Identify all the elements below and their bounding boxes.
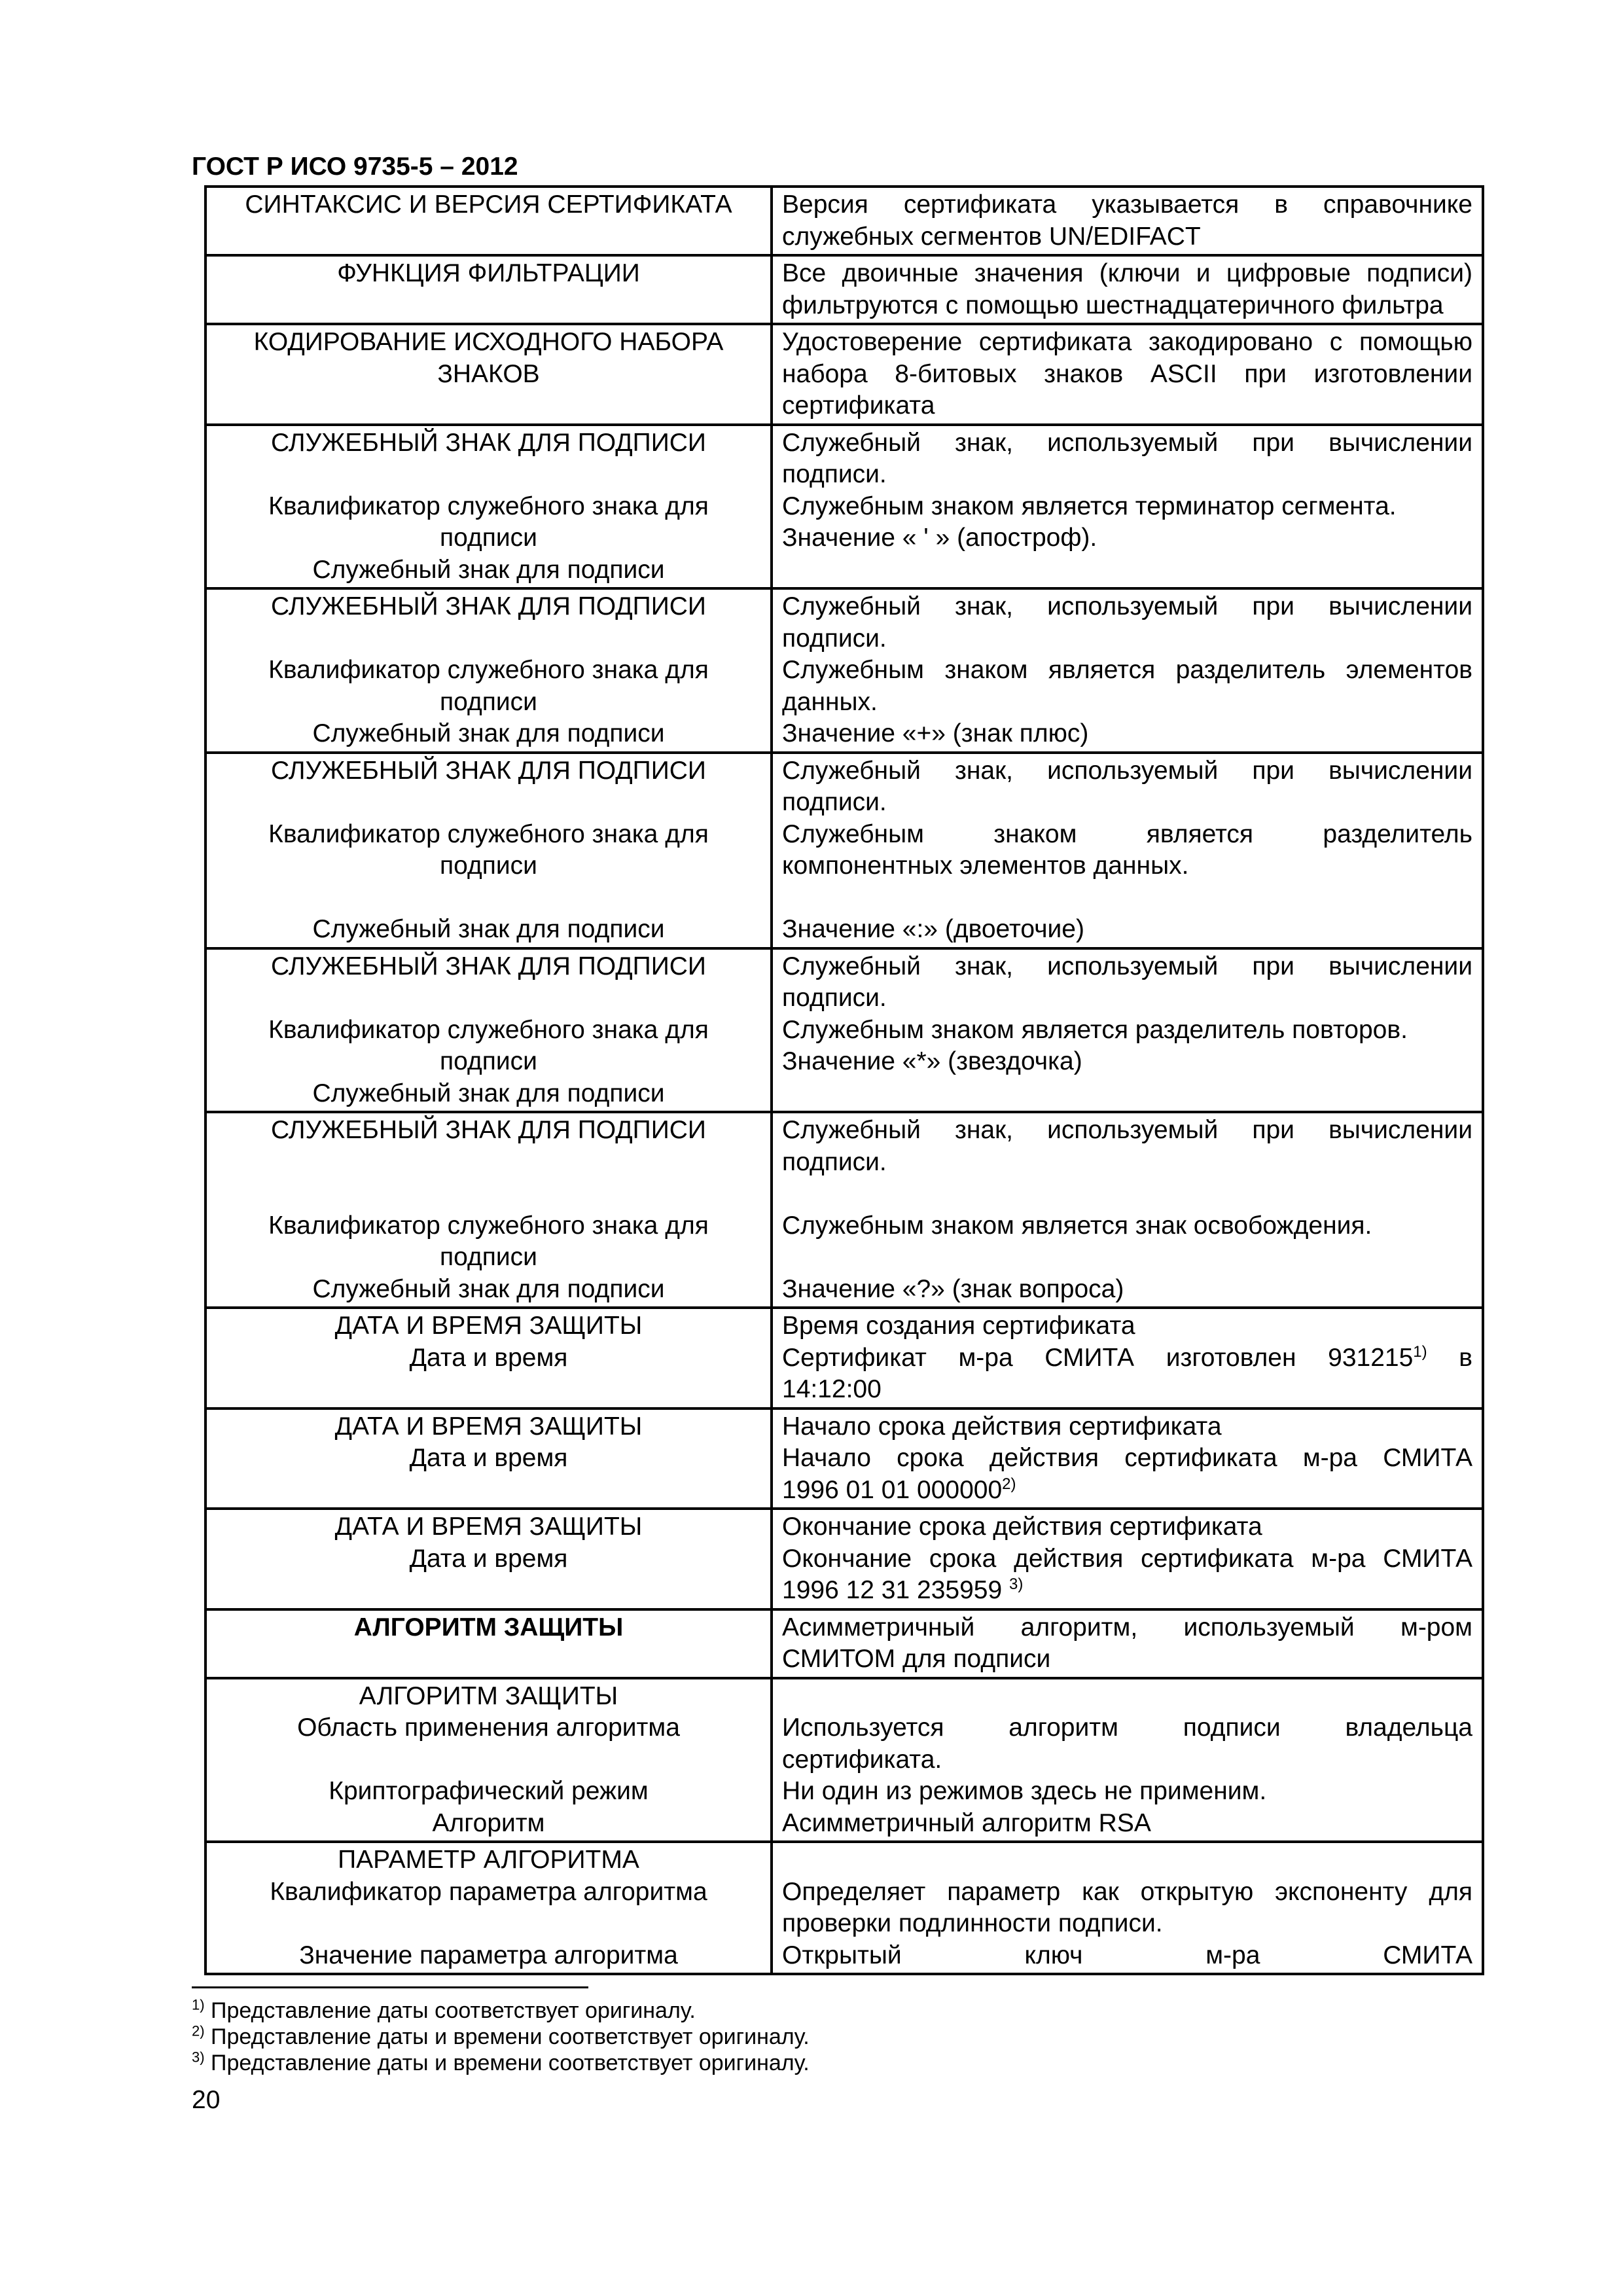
table-row <box>205 324 1483 425</box>
field-name-cell <box>205 753 772 948</box>
table-row <box>205 1842 1483 1974</box>
field-name-line: подписи <box>440 1047 537 1075</box>
description-line: Время создания сертификата <box>782 1312 1135 1340</box>
description-text: 1996 12 31 235959 <box>782 1576 1010 1604</box>
description-line: сертификата. <box>782 1745 942 1774</box>
description-cell <box>772 255 1483 324</box>
description-text: Сертификат м-ра СМИТА изготовлен 931215 <box>782 1343 1414 1372</box>
description-line: Версия сертификата указывается в справочнике <box>782 190 1472 219</box>
description-line: данных. <box>782 687 878 716</box>
field-name-line: подписи <box>440 1243 537 1271</box>
field-name-line: Значение параметра алгоритма <box>299 1941 678 1969</box>
field-name-line: Квалификатор параметра алгоритма <box>270 1877 707 1906</box>
description-line: Служебный знак, используемый при вычислении <box>782 952 1472 980</box>
field-name-line: Дата и время <box>409 1444 568 1472</box>
field-name-cell <box>205 1609 772 1678</box>
description-cell <box>772 1509 1483 1609</box>
description-line <box>782 1342 1472 1374</box>
table-row <box>205 425 1483 589</box>
field-name-line: ДАТА И ВРЕМЯ ЗАЩИТЫ <box>334 1513 643 1541</box>
description-line <box>782 1575 1472 1607</box>
field-name-line: СИНТАКСИС И ВЕРСИЯ СЕРТИФИКАТА <box>245 190 732 219</box>
page-number: 20 <box>192 2086 221 2114</box>
footnote-mark: 2) <box>192 2022 205 2039</box>
table-row <box>205 1509 1483 1609</box>
description-line: подписи. <box>782 460 887 488</box>
field-name-line: АЛГОРИТМ ЗАЩИТЫ <box>359 1681 618 1710</box>
description-line: СМИТОМ для подписи <box>782 1645 1051 1673</box>
description-line: компонентных элементов данных. <box>782 852 1189 880</box>
footnotes <box>192 1998 810 2076</box>
blank-line <box>216 459 761 491</box>
footnote-mark: 3) <box>192 2049 205 2066</box>
field-name-line: Квалификатор служебного знака для <box>268 1211 709 1240</box>
blank-line <box>216 882 761 914</box>
table-row <box>205 1308 1483 1408</box>
field-name-line: Криптографический режим <box>329 1777 649 1805</box>
description-line: Служебный знак, используемый при вычислении <box>782 1116 1472 1144</box>
blank-line <box>782 1242 1472 1274</box>
field-name-line: подписи <box>440 687 537 716</box>
description-cell <box>772 588 1483 753</box>
description-line: подписи. <box>782 624 887 653</box>
field-name-line: СЛУЖЕБНЫЙ ЗНАК ДЛЯ ПОДПИСИ <box>271 428 706 457</box>
blank-line <box>216 1908 761 1940</box>
footnote-reference: 3) <box>1009 1575 1024 1593</box>
field-name-line: ФУНКЦИЯ ФИЛЬТРАЦИИ <box>337 259 640 287</box>
blank-line <box>216 623 761 655</box>
description-cell <box>772 425 1483 589</box>
field-name-cell <box>205 1842 772 1974</box>
field-name-line: ДАТА И ВРЕМЯ ЗАЩИТЫ <box>334 1412 643 1441</box>
description-line: Асимметричный алгоритм, используемый м-ром <box>782 1613 1472 1641</box>
field-name-line: подписи <box>440 852 537 880</box>
description-cell <box>772 1112 1483 1308</box>
footnote-reference: 1) <box>1413 1342 1427 1361</box>
field-name-cell <box>205 187 772 255</box>
description-line: Окончание срока действия сертификата м-ра СМИТА <box>782 1544 1472 1573</box>
table-row <box>205 255 1483 324</box>
description-line: Служебный знак, используемый при вычислении <box>782 428 1472 457</box>
footnote-separator <box>192 1986 588 1988</box>
field-name-line: ДАТА И ВРЕМЯ ЗАЩИТЫ <box>334 1312 643 1340</box>
description-cell <box>772 948 1483 1113</box>
description-line: Служебным знаком является разделитель <box>782 819 1472 848</box>
field-name-line: ЗНАКОВ <box>437 359 540 388</box>
table-row <box>205 187 1483 255</box>
table-row <box>205 1112 1483 1308</box>
blank-line <box>782 1681 1472 1713</box>
description-line: фильтруются с помощью шестнадцатеричного фильтра <box>782 291 1444 319</box>
description-line: подписи. <box>782 1147 887 1176</box>
footnote <box>192 1998 810 2024</box>
field-name-line: Служебный знак для подписи <box>312 1274 665 1303</box>
field-name-line: СЛУЖЕБНЫЙ ЗНАК ДЛЯ ПОДПИСИ <box>271 756 706 785</box>
field-name-line: Служебный знак для подписи <box>312 555 665 584</box>
description-line: сертификата <box>782 391 935 420</box>
field-name-line: СЛУЖЕБНЫЙ ЗНАК ДЛЯ ПОДПИСИ <box>271 1116 706 1144</box>
field-name-line: Дата и время <box>409 1343 568 1372</box>
description-line: Начало срока действия сертификата <box>782 1412 1222 1441</box>
footnote <box>192 2050 810 2076</box>
field-name-line: Квалификатор служебного знака для <box>268 819 709 848</box>
table-row <box>205 1678 1483 1842</box>
description-line: Значение «*» (звездочка) <box>782 1047 1082 1075</box>
document-header: ГОСТ Р ИСО 9735-5 – 2012 <box>192 152 518 181</box>
description-line: Асимметричный алгоритм RSA <box>782 1808 1151 1837</box>
description-line <box>782 1475 1472 1507</box>
field-name-line: Служебный знак для подписи <box>312 1079 665 1107</box>
blank-line <box>216 982 761 1014</box>
field-name-line: подписи <box>440 524 537 552</box>
description-line: Служебный знак, используемый при вычислении <box>782 756 1472 785</box>
field-name-cell <box>205 324 772 425</box>
blank-line <box>782 1844 1472 1876</box>
table-row <box>205 948 1483 1113</box>
field-name-cell <box>205 1112 772 1308</box>
description-text: 1996 01 01 000000 <box>782 1475 1003 1504</box>
table-row <box>205 1609 1483 1678</box>
footnote <box>192 2024 810 2050</box>
description-line: Используется алгоритм подписи владельца <box>782 1713 1472 1742</box>
description-line: Значение «?» (знак вопроса) <box>782 1274 1124 1303</box>
description-line: Открытый ключ м-ра СМИТА <box>782 1941 1472 1969</box>
description-line: Определяет параметр как открытую экспоненту для <box>782 1877 1472 1906</box>
description-line: Значение «+» (знак плюс) <box>782 719 1089 747</box>
field-name-line: Алгоритм <box>432 1808 545 1837</box>
description-line: Окончание срока действия сертификата <box>782 1513 1262 1541</box>
description-cell <box>772 1609 1483 1678</box>
field-name-cell <box>205 425 772 589</box>
footnote-text: Представление даты и времени соответствует оригиналу. <box>204 2024 810 2049</box>
description-cell <box>772 1308 1483 1408</box>
description-line: Начало срока действия сертификата м-ра СМИТА <box>782 1444 1472 1472</box>
description-cell <box>772 324 1483 425</box>
footnote-text: Представление даты соответствует оригиналу. <box>204 1998 696 2023</box>
field-name-cell <box>205 1408 772 1509</box>
description-line: подписи. <box>782 788 887 816</box>
blank-line <box>216 1744 761 1776</box>
description-line: Служебным знаком является терминатор сегмента. <box>782 492 1397 520</box>
description-line: Служебным знаком является разделитель элементов <box>782 656 1472 684</box>
field-name-line: Служебный знак для подписи <box>312 915 665 943</box>
field-name-line: КОДИРОВАНИЕ ИСХОДНОГО НАБОРА <box>253 328 724 356</box>
description-cell <box>772 1842 1483 1974</box>
footnote-mark: 1) <box>192 1996 205 2013</box>
field-name-line: СЛУЖЕБНЫЙ ЗНАК ДЛЯ ПОДПИСИ <box>271 592 706 620</box>
field-name-line: Служебный знак для подписи <box>312 719 665 747</box>
field-name-cell <box>205 1308 772 1408</box>
blank-line <box>216 787 761 819</box>
description-line: 14:12:00 <box>782 1375 882 1403</box>
description-line: Значение « ' » (апостроф). <box>782 524 1097 552</box>
description-cell <box>772 753 1483 948</box>
description-line: подписи. <box>782 984 887 1012</box>
field-name-cell <box>205 588 772 753</box>
description-line: Ни один из режимов здесь не применим. <box>782 1777 1267 1805</box>
blank-line <box>782 882 1472 914</box>
blank-line <box>782 1178 1472 1210</box>
field-name-line: АЛГОРИТМ ЗАЩИТЫ <box>353 1613 624 1641</box>
description-cell <box>772 187 1483 255</box>
description-line: Все двоичные значения (ключи и цифровые подписи) <box>782 259 1472 287</box>
description-line: набора 8-битовых знаков ASCII при изготовлении <box>782 359 1472 388</box>
field-name-line: Дата и время <box>409 1544 568 1573</box>
field-name-cell <box>205 255 772 324</box>
description-text-tail: в <box>1427 1343 1473 1372</box>
spec-table-body <box>205 187 1483 1974</box>
field-name-line: Квалификатор служебного знака для <box>268 656 709 684</box>
field-name-line: ПАРАМЕТР АЛГОРИТМА <box>338 1846 639 1874</box>
description-line: Служебным знаком является знак освобождения. <box>782 1211 1372 1240</box>
field-name-cell <box>205 1678 772 1842</box>
description-line: Служебный знак, используемый при вычислении <box>782 592 1472 620</box>
description-line: Служебным знаком является разделитель повторов. <box>782 1015 1408 1044</box>
field-name-line: Область применения алгоритма <box>297 1713 680 1742</box>
description-line: служебных сегментов UN/EDIFACT <box>782 222 1201 251</box>
table-row <box>205 588 1483 753</box>
blank-line <box>216 1147 761 1179</box>
description-cell <box>772 1408 1483 1509</box>
blank-line <box>216 1178 761 1210</box>
description-line: Удостоверение сертификата закодировано с помощью <box>782 328 1472 356</box>
field-name-cell <box>205 1509 772 1609</box>
table-row <box>205 1408 1483 1509</box>
field-name-line: СЛУЖЕБНЫЙ ЗНАК ДЛЯ ПОДПИСИ <box>271 952 706 980</box>
table-row <box>205 753 1483 948</box>
field-name-cell <box>205 948 772 1113</box>
description-cell <box>772 1678 1483 1842</box>
description-line: проверки подлинности подписи. <box>782 1909 1163 1937</box>
field-name-line: Квалификатор служебного знака для <box>268 492 709 520</box>
footnote-text: Представление даты и времени соответствует оригиналу. <box>204 2051 810 2075</box>
footnote-reference: 2) <box>1002 1475 1016 1493</box>
field-name-line: Квалификатор служебного знака для <box>268 1015 709 1044</box>
certificate-spec-table <box>204 185 1484 1975</box>
description-line: Значение «:» (двоеточие) <box>782 915 1084 943</box>
